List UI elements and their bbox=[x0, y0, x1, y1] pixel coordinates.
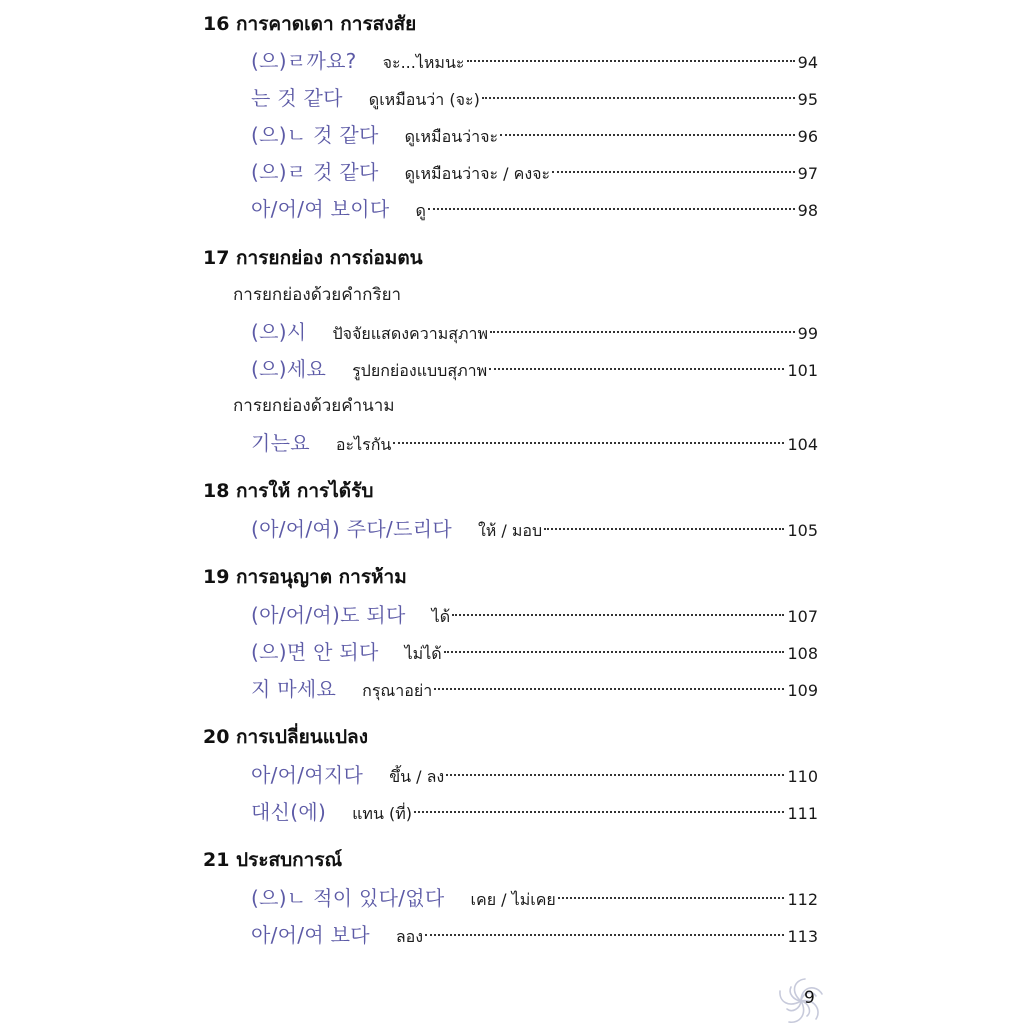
thai-meaning: อะไรกัน bbox=[335, 435, 392, 454]
toc-entry-content bbox=[251, 917, 818, 954]
toc-entry-content bbox=[251, 597, 818, 634]
chapter-heading: 19 การอนุญาต การห้าม bbox=[203, 566, 407, 588]
toc-entry-content bbox=[251, 314, 818, 351]
page-number: 9 bbox=[804, 988, 815, 1008]
page-ref: 111 bbox=[787, 804, 818, 823]
toc-entry bbox=[0, 351, 1024, 388]
toc-entry-content bbox=[251, 880, 818, 917]
chapter-heading-row bbox=[0, 559, 1024, 596]
dot-leader bbox=[500, 134, 795, 136]
korean-grammar-pattern: (으)ㄹ까요? bbox=[251, 49, 357, 73]
toc-entry bbox=[0, 634, 1024, 671]
toc-entry-content bbox=[251, 757, 818, 794]
thai-meaning: ขึ้น / ลง bbox=[389, 767, 445, 786]
page-ref: 99 bbox=[797, 324, 818, 343]
thai-meaning: ลอง bbox=[395, 927, 424, 946]
dot-leader bbox=[414, 811, 784, 813]
toc-entry bbox=[0, 154, 1024, 191]
dot-leader bbox=[467, 60, 795, 62]
dot-leader bbox=[446, 774, 784, 776]
toc-entry-content bbox=[251, 511, 818, 548]
toc-entry bbox=[0, 597, 1024, 634]
korean-grammar-pattern: 는 것 같다 bbox=[251, 86, 343, 110]
page-ref: 95 bbox=[797, 90, 818, 109]
toc-entry bbox=[0, 671, 1024, 708]
korean-grammar-pattern: (으)ㄴ 적이 있다/없다 bbox=[251, 886, 445, 910]
korean-grammar-pattern: (으)시 bbox=[251, 320, 307, 344]
toc-entry bbox=[0, 880, 1024, 917]
dot-leader bbox=[452, 614, 784, 616]
thai-meaning: ได้ bbox=[431, 607, 451, 626]
chapter-heading: 21 ประสบการณ์ bbox=[203, 849, 343, 871]
toc-entry bbox=[0, 757, 1024, 794]
chapter-heading: 16 การคาดเดา การสงสัย bbox=[203, 13, 417, 35]
chapter-heading: 20 การเปลี่ยนแปลง bbox=[203, 726, 368, 748]
thai-meaning: กรุณาอย่า bbox=[362, 681, 433, 700]
korean-grammar-pattern: (아/어/여) 주다/드리다 bbox=[251, 517, 452, 541]
page-ref: 108 bbox=[787, 644, 818, 663]
dot-leader bbox=[544, 528, 784, 530]
dot-leader bbox=[425, 934, 784, 936]
toc-entry bbox=[0, 917, 1024, 954]
page-ref: 109 bbox=[787, 681, 818, 700]
korean-grammar-pattern: (아/어/여)도 되다 bbox=[251, 603, 406, 627]
toc-entry bbox=[0, 425, 1024, 462]
thai-meaning: ดูเหมือนว่าจะ / คงจะ bbox=[404, 164, 551, 183]
chapter-heading: 17 การยกย่อง การถ่อมตน bbox=[203, 247, 423, 269]
page-ref: 98 bbox=[797, 201, 818, 220]
dot-leader bbox=[393, 442, 784, 444]
page-footer bbox=[776, 976, 826, 1026]
thai-meaning: ดู bbox=[415, 201, 426, 220]
dot-leader bbox=[552, 171, 795, 173]
page-ref: 94 bbox=[797, 53, 818, 72]
thai-meaning: ดูเหมือนว่า (จะ) bbox=[368, 90, 480, 109]
dot-leader bbox=[434, 688, 784, 690]
korean-grammar-pattern: (으)ㄹ 것 같다 bbox=[251, 160, 379, 184]
dot-leader bbox=[482, 97, 795, 99]
toc-entry bbox=[0, 117, 1024, 154]
page-ref: 97 bbox=[797, 164, 818, 183]
toc-entry bbox=[0, 80, 1024, 117]
korean-grammar-pattern: 기는요 bbox=[251, 431, 310, 455]
page-ref: 107 bbox=[787, 607, 818, 626]
dot-leader bbox=[428, 208, 795, 210]
toc-entry bbox=[0, 511, 1024, 548]
chapter-heading-row bbox=[0, 240, 1024, 277]
page-ref: 104 bbox=[787, 435, 818, 454]
section-subheading: การยกย่องด้วยคำนาม bbox=[233, 396, 395, 416]
korean-grammar-pattern: (으)세요 bbox=[251, 357, 327, 381]
section-subheading: การยกย่องด้วยคำกริยา bbox=[233, 285, 402, 305]
thai-meaning: ปัจจัยแสดงความสุภาพ bbox=[332, 324, 489, 343]
toc-entry-content bbox=[251, 351, 818, 388]
thai-meaning: ให้ / มอบ bbox=[477, 521, 543, 540]
korean-grammar-pattern: 아/어/여지다 bbox=[251, 763, 364, 787]
korean-grammar-pattern: 대신(에) bbox=[251, 800, 327, 824]
toc-entry-content bbox=[251, 154, 818, 191]
korean-grammar-pattern: 아/어/여 보다 bbox=[251, 923, 370, 947]
section-subheading-row bbox=[0, 277, 1024, 314]
toc-entry-content bbox=[251, 794, 818, 831]
toc-entry bbox=[0, 191, 1024, 228]
toc-entry bbox=[0, 794, 1024, 831]
thai-meaning: รูปยกย่องแบบสุภาพ bbox=[352, 361, 488, 380]
thai-meaning: แทน (ที่) bbox=[352, 804, 412, 823]
dot-leader bbox=[558, 897, 785, 899]
chapter-heading: 18 การให้ การได้รับ bbox=[203, 480, 374, 502]
toc-entry-content bbox=[251, 634, 818, 671]
page-ref: 113 bbox=[787, 927, 818, 946]
dot-leader bbox=[489, 368, 784, 370]
dot-leader bbox=[490, 331, 795, 333]
korean-grammar-pattern: 아/어/여 보이다 bbox=[251, 197, 390, 221]
chapter-heading-row bbox=[0, 719, 1024, 756]
toc-entry bbox=[0, 314, 1024, 351]
section-subheading-row bbox=[0, 388, 1024, 425]
toc-entry-content bbox=[251, 117, 818, 154]
thai-meaning: ไม่ได้ bbox=[404, 644, 442, 663]
chapter-heading-row bbox=[0, 473, 1024, 510]
toc-entry-content bbox=[251, 425, 818, 462]
page-ref: 112 bbox=[787, 890, 818, 909]
page-ref: 101 bbox=[787, 361, 818, 380]
korean-grammar-pattern: 지 마세요 bbox=[251, 677, 337, 701]
toc-entry-content bbox=[251, 80, 818, 117]
korean-grammar-pattern: (으)ㄴ 것 같다 bbox=[251, 123, 379, 147]
thai-meaning: เคย / ไม่เคย bbox=[470, 890, 556, 909]
page-ref: 105 bbox=[787, 521, 818, 540]
toc-entry bbox=[0, 43, 1024, 80]
chapter-heading-row bbox=[0, 6, 1024, 43]
page-ref: 110 bbox=[787, 767, 818, 786]
chapter-heading-row bbox=[0, 842, 1024, 879]
dot-leader bbox=[444, 651, 785, 653]
toc-entry-content bbox=[251, 43, 818, 80]
swirl-logo-icon bbox=[776, 976, 826, 1026]
toc-entry-content bbox=[251, 671, 818, 708]
page-ref: 96 bbox=[797, 127, 818, 146]
toc-entry-content bbox=[251, 191, 818, 228]
thai-meaning: ดูเหมือนว่าจะ bbox=[404, 127, 499, 146]
korean-grammar-pattern: (으)면 안 되다 bbox=[251, 640, 379, 664]
thai-meaning: จะ...ไหมนะ bbox=[382, 53, 465, 72]
